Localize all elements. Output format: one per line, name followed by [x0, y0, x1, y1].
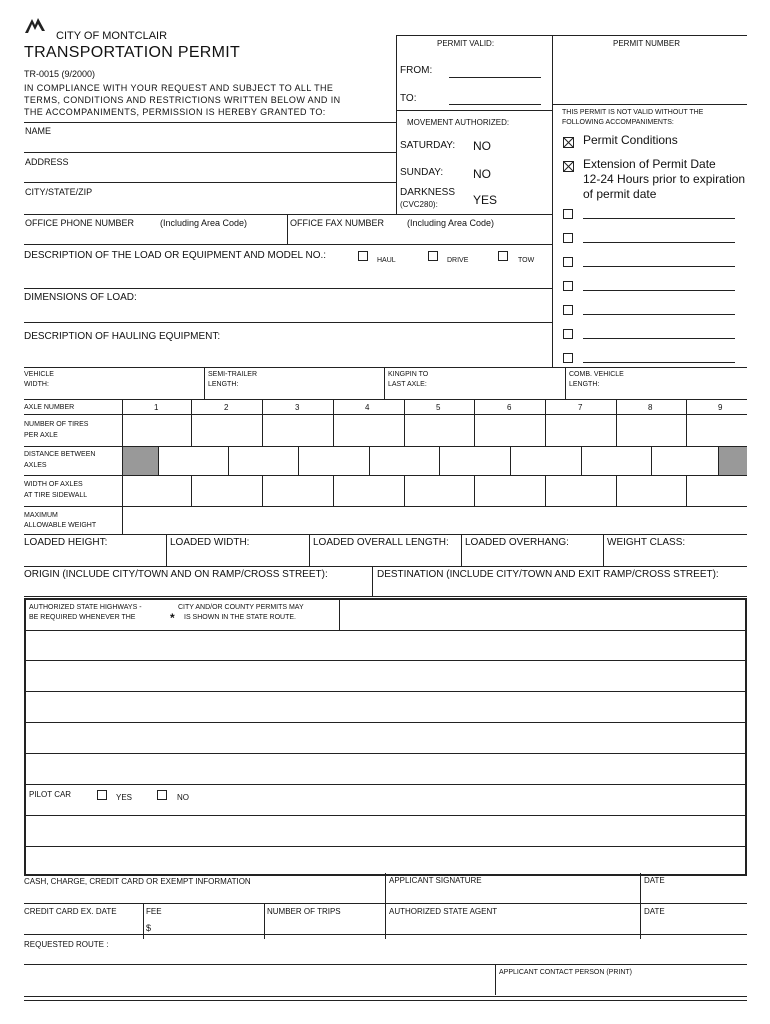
haul-label: HAUL	[377, 257, 396, 264]
semi-trailer-label: SEMI-TRAILER	[208, 371, 258, 378]
axle-number: 4	[365, 403, 370, 412]
accompaniment-checkbox[interactable]	[563, 209, 573, 219]
darkness-code: (CVC280):	[400, 200, 438, 209]
extension-line-3: of permit date	[583, 187, 657, 201]
highway-route-line[interactable]	[26, 691, 745, 692]
address-field[interactable]	[24, 182, 396, 183]
cash-charge-label: CASH, CHARGE, CREDIT CARD OR EXEMPT INFORMATION	[24, 877, 251, 886]
darkness-label: DARKNESS	[400, 187, 456, 198]
hauling-equipment-label: DESCRIPTION OF HAULING EQUIPMENT:	[24, 331, 221, 342]
saturday-label: SATURDAY:	[400, 140, 456, 151]
distance-shade	[718, 447, 747, 475]
load-description-label: DESCRIPTION OF THE LOAD OR EQUIPMENT AND MODEL NO.:	[24, 250, 327, 261]
accompaniment-field[interactable]	[583, 266, 735, 267]
state-route-star: *	[170, 611, 175, 625]
permit-conditions-checkbox[interactable]	[563, 137, 574, 148]
weight-class-label: WEIGHT CLASS:	[607, 537, 686, 548]
name-field[interactable]	[24, 152, 396, 153]
pilot-car-label: PILOT CAR	[29, 790, 72, 799]
compliance-line-1: IN COMPLIANCE WITH YOUR REQUEST AND SUBJECT TO ALL THE	[24, 83, 334, 93]
axle-width-label-2: AT TIRE SIDEWALL	[24, 492, 88, 499]
requested-route-field[interactable]	[24, 964, 747, 965]
axle-width-label: WIDTH OF AXLES	[24, 481, 83, 488]
axle-number: 5	[436, 403, 441, 412]
vehicle-width-label-2: WIDTH:	[24, 381, 49, 388]
tires-label-2: PER AXLE	[24, 432, 58, 439]
vehicle-width-label: VEHICLE	[24, 371, 54, 378]
max-weight-label-2: ALLOWABLE WEIGHT	[24, 522, 97, 529]
name-label: NAME	[25, 126, 52, 136]
drive-checkbox[interactable]	[428, 251, 438, 261]
highways-right-label-2: IS SHOWN IN THE STATE ROUTE.	[184, 614, 297, 621]
axle-number: 6	[507, 403, 512, 412]
phone-area-code-label: (Including Area Code)	[160, 218, 248, 228]
semi-trailer-label-2: LENGTH:	[208, 381, 239, 388]
dimensions-label: DIMENSIONS OF LOAD:	[24, 292, 137, 303]
accompaniment-checkbox[interactable]	[563, 233, 573, 243]
axle-number: 9	[718, 403, 723, 412]
signature-date-label: DATE	[644, 876, 665, 885]
axle-number: 7	[578, 403, 583, 412]
highways-label: AUTHORIZED STATE HIGHWAYS -	[29, 604, 142, 611]
extension-line-2: 12-24 Hours prior to expiration	[583, 172, 746, 186]
extension-checkbox[interactable]	[563, 161, 574, 172]
haul-checkbox[interactable]	[358, 251, 368, 261]
darkness-value[interactable]: YES	[473, 193, 498, 207]
to-label: TO:	[400, 93, 417, 104]
tires-label: NUMBER OF TIRES	[24, 421, 89, 428]
city-state-zip-field[interactable]	[24, 214, 396, 215]
contact-person-label: APPLICANT CONTACT PERSON (PRINT)	[499, 969, 633, 976]
address-label: ADDRESS	[25, 157, 69, 167]
to-field[interactable]	[449, 104, 541, 105]
city-state-zip-label: CITY/STATE/ZIP	[25, 187, 93, 197]
office-fax-label: OFFICE FAX NUMBER	[290, 218, 385, 228]
compliance-line-2: TERMS, CONDITIONS AND RESTRICTIONS WRITTEN BELOW AND IN	[24, 95, 341, 105]
movement-authorized-label: MOVEMENT AUTHORIZED:	[407, 118, 510, 127]
axle-number-label: AXLE NUMBER	[24, 404, 75, 411]
distance-label: DISTANCE BETWEEN	[24, 451, 96, 458]
sunday-label: SUNDAY:	[400, 167, 444, 178]
loaded-width-label: LOADED WIDTH:	[170, 537, 250, 548]
accompaniment-checkbox[interactable]	[563, 329, 573, 339]
compliance-line-3: THE ACCOMPANIMENTS, PERMISSION IS HEREBY GRANTED TO:	[24, 107, 326, 117]
highways-right-label: CITY AND/OR COUNTY PERMITS MAY	[178, 604, 304, 611]
city-logo	[24, 16, 52, 34]
highway-route-line[interactable]	[26, 660, 745, 661]
permit-conditions-label: Permit Conditions	[583, 133, 678, 147]
load-description-field[interactable]	[24, 288, 552, 289]
city-name: CITY OF MONTCLAIR	[56, 30, 168, 42]
distance-shade	[123, 447, 158, 475]
highway-route-line[interactable]	[26, 753, 745, 754]
form-number: TR-0015 (9/2000)	[24, 69, 96, 79]
sunday-value[interactable]: NO	[473, 167, 491, 181]
loaded-height-label: LOADED HEIGHT:	[24, 537, 108, 548]
distance-label-2: AXLES	[24, 462, 47, 469]
from-field[interactable]	[449, 77, 541, 78]
form-title: TRANSPORTATION PERMIT	[24, 44, 241, 61]
destination-label: DESTINATION (INCLUDE CITY/TOWN AND EXIT RAMP/CROSS STREET):	[377, 569, 719, 580]
accompaniment-field[interactable]	[583, 362, 735, 363]
agent-date-label: DATE	[644, 907, 665, 916]
accompaniment-field[interactable]	[583, 218, 735, 219]
accompaniment-checkbox[interactable]	[563, 305, 573, 315]
highways-label-2: BE REQUIRED WHENEVER THE	[29, 614, 136, 621]
permit-valid-label: PERMIT VALID:	[437, 39, 495, 48]
pilot-car-yes-checkbox[interactable]	[97, 790, 107, 800]
fee-dollar-sign: $	[146, 923, 152, 933]
pilot-car-no-checkbox[interactable]	[157, 790, 167, 800]
office-phone-label: OFFICE PHONE NUMBER	[25, 218, 135, 228]
highway-route-line[interactable]	[26, 722, 745, 723]
max-weight-label: MAXIMUM	[24, 512, 58, 519]
origin-label: ORIGIN (INCLUDE CITY/TOWN AND ON RAMP/CROSS STREET):	[24, 569, 328, 580]
hauling-equipment-field[interactable]	[24, 367, 747, 368]
comb-vehicle-label: COMB. VEHICLE	[569, 371, 624, 378]
kingpin-label-2: LAST AXLE:	[388, 381, 427, 388]
axle-number: 8	[648, 403, 653, 412]
fax-area-code-label: (Including Area Code)	[407, 218, 495, 228]
axle-number: 3	[295, 403, 300, 412]
permit-number-label: PERMIT NUMBER	[613, 39, 680, 48]
fee-label: FEE	[146, 907, 162, 916]
credit-card-exp-label: CREDIT CARD EX. DATE	[24, 907, 117, 916]
accompaniment-checkbox[interactable]	[563, 257, 573, 267]
accompaniments-note-2: FOLLOWING ACCOMPANIMENTS:	[562, 119, 674, 126]
accompaniments-note-1: THIS PERMIT IS NOT VALID WITHOUT THE	[562, 109, 704, 116]
loaded-overhang-label: LOADED OVERHANG:	[465, 537, 569, 548]
accompaniment-checkbox[interactable]	[563, 353, 573, 363]
accompaniment-field[interactable]	[583, 290, 735, 291]
drive-label: DRIVE	[447, 257, 469, 264]
applicant-signature-label: APPLICANT SIGNATURE	[389, 876, 482, 885]
number-of-trips-label: NUMBER OF TRIPS	[267, 907, 341, 916]
from-label: FROM:	[400, 65, 433, 76]
pilot-car-yes-label: YES	[116, 793, 133, 802]
highways-box	[24, 598, 747, 876]
comb-vehicle-label-2: LENGTH:	[569, 381, 600, 388]
requested-route-label: REQUESTED ROUTE :	[24, 940, 109, 949]
tow-checkbox[interactable]	[498, 251, 508, 261]
pilot-car-no-label: NO	[177, 793, 189, 802]
loaded-length-label: LOADED OVERALL LENGTH:	[313, 537, 449, 548]
axle-number: 1	[154, 403, 159, 412]
tow-label: TOW	[518, 257, 535, 264]
authorized-agent-label: AUTHORIZED STATE AGENT	[389, 907, 498, 916]
axle-number: 2	[224, 403, 229, 412]
dimensions-field[interactable]	[24, 322, 552, 323]
saturday-value[interactable]: NO	[473, 139, 491, 153]
kingpin-label: KINGPIN TO	[388, 371, 429, 378]
accompaniment-field[interactable]	[583, 338, 735, 339]
accompaniment-field[interactable]	[583, 242, 735, 243]
accompaniment-field[interactable]	[583, 314, 735, 315]
accompaniment-checkbox[interactable]	[563, 281, 573, 291]
highway-route-line[interactable]	[26, 630, 745, 631]
extension-line-1: Extension of Permit Date	[583, 157, 716, 171]
